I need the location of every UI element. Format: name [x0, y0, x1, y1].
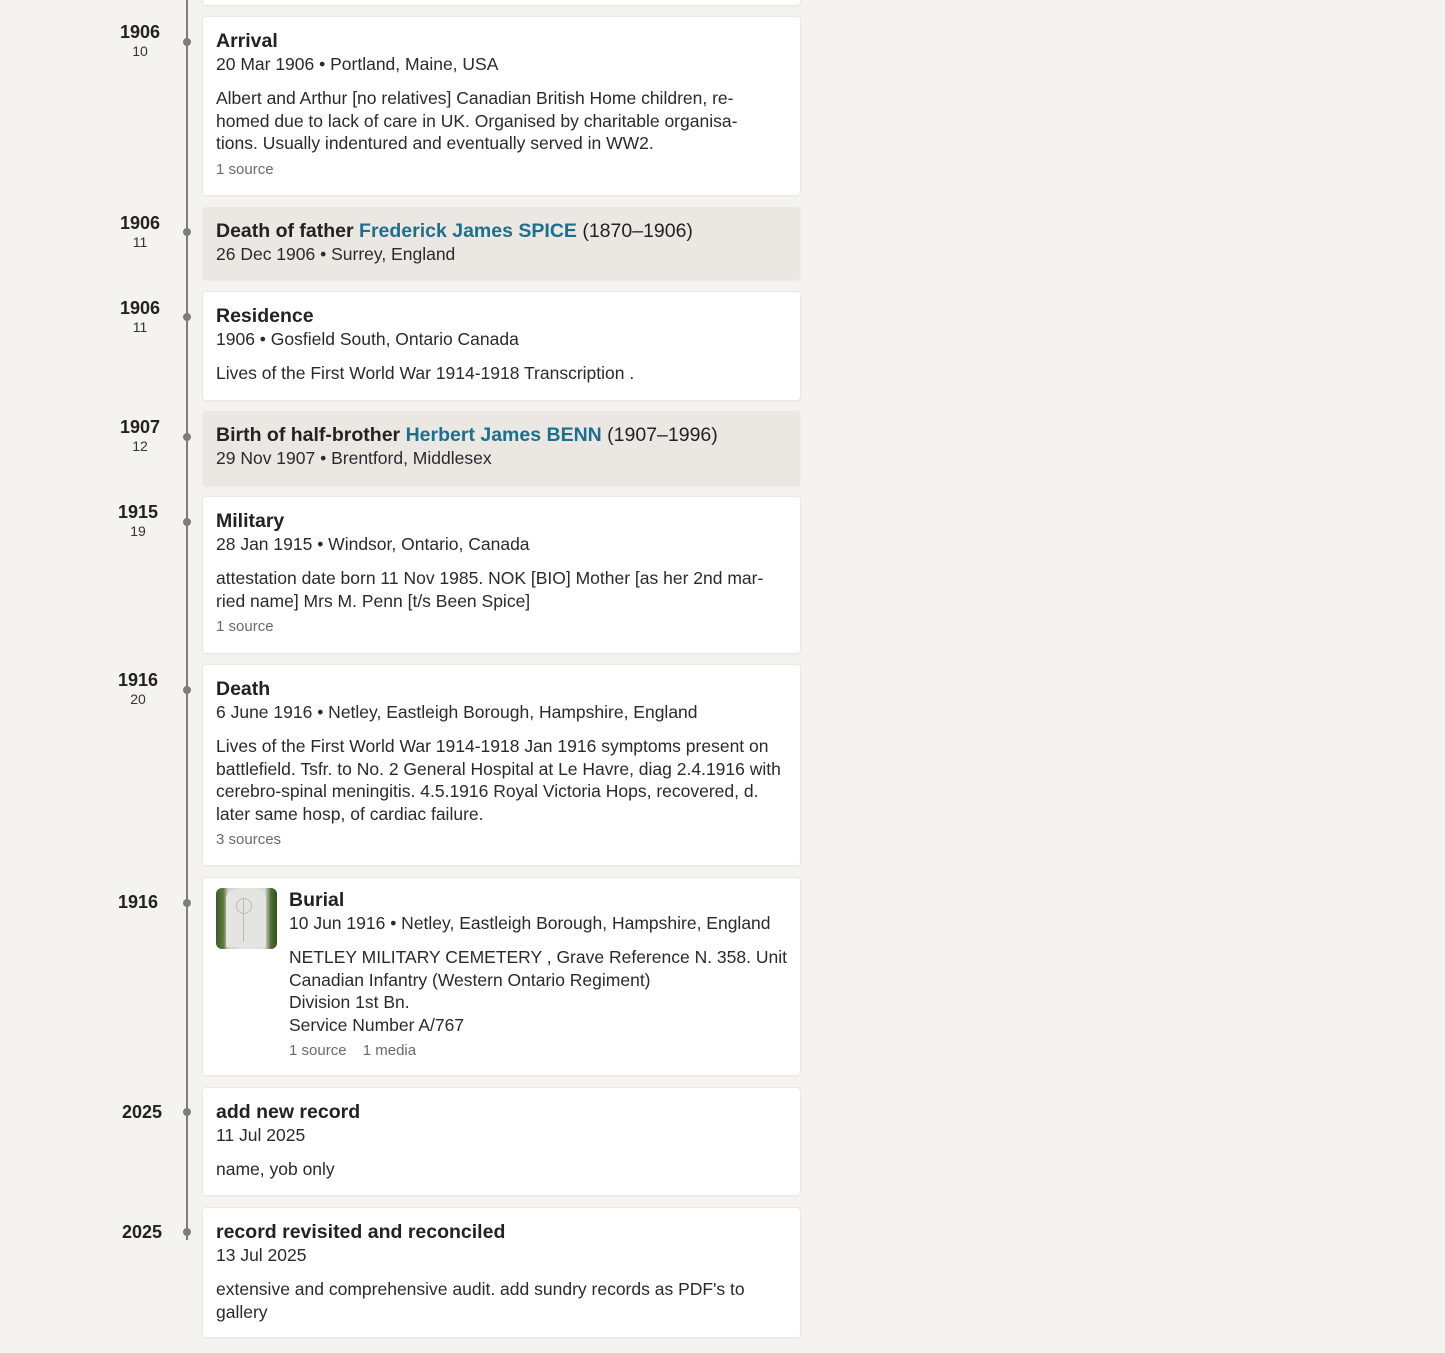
- event-age: 11: [132, 234, 148, 250]
- timeline-dot: [183, 228, 191, 236]
- event-age: 10: [132, 43, 148, 59]
- event-title: Residence: [216, 305, 314, 327]
- event-card-add-new-record[interactable]: [203, 1088, 800, 1195]
- media-link[interactable]: 1 media: [362, 1042, 417, 1059]
- event-year: 1915: [117, 502, 159, 522]
- year-label: [102, 1222, 182, 1242]
- event-title: Death: [216, 678, 271, 700]
- sources-link[interactable]: 3 sources: [216, 831, 282, 848]
- event-title: record revisited and reconciled: [216, 1221, 506, 1243]
- year-label: [100, 417, 180, 455]
- event-title-prefix: Death of father: [216, 220, 354, 242]
- event-date-place: 28 Jan 1915 • Windsor, Ontario, Canada: [216, 534, 530, 554]
- event-date-place: 10 Jun 1916 • Netley, Eastleigh Borough, Hampshire, England: [289, 913, 771, 933]
- event-age: 11: [132, 319, 148, 335]
- event-year: 1907: [119, 417, 161, 437]
- family-event-card-birth-of-half-brother[interactable]: [203, 411, 800, 485]
- event-date-place: 6 June 1916 • Netley, Eastleigh Borough, Hampshire, England: [216, 702, 698, 722]
- sources-link[interactable]: 1 source: [216, 618, 274, 635]
- year-label: [98, 892, 178, 912]
- previous-event-card[interactable]: [203, 0, 800, 5]
- event-description: extensive and comprehensive audit. add sundry records as PDF's to gallery: [216, 1279, 745, 1322]
- person-lifespan: (1907–1996): [607, 424, 718, 446]
- event-year: 1906: [119, 22, 161, 42]
- event-year: 2025: [121, 1222, 163, 1242]
- event-card-arrival[interactable]: [203, 17, 800, 195]
- timeline-dot: [183, 518, 191, 526]
- year-label: [100, 298, 180, 336]
- gravestone-photo-thumbnail[interactable]: [216, 888, 277, 949]
- event-title: add new record: [216, 1101, 361, 1123]
- event-date-place: 20 Mar 1906 • Portland, Maine, USA: [216, 54, 499, 74]
- event-title: [216, 423, 787, 447]
- event-date-place: 11 Jul 2025: [216, 1125, 306, 1145]
- timeline-dot: [183, 433, 191, 441]
- timeline-dot: [183, 1228, 191, 1236]
- event-description: attestation date born 11 Nov 1985. NOK [BIO] Mother [as her 2nd mar- ried name] Mrs M. Penn [t/s Been Spice]: [216, 568, 764, 611]
- timeline-dot: [183, 1108, 191, 1116]
- event-title: [216, 219, 787, 243]
- event-card-death[interactable]: [203, 665, 800, 865]
- year-label: [100, 213, 180, 251]
- event-year: 1906: [119, 298, 161, 318]
- event-year: 1906: [119, 213, 161, 233]
- event-date-place: 26 Dec 1906 • Surrey, England: [216, 244, 456, 264]
- event-age: 12: [132, 438, 148, 454]
- person-lifespan: (1870–1906): [582, 220, 693, 242]
- event-card-military[interactable]: [203, 497, 800, 653]
- event-date-place: 29 Nov 1907 • Brentford, Middlesex: [216, 448, 492, 468]
- family-event-card-death-of-father[interactable]: [203, 207, 800, 279]
- event-age: 20: [130, 691, 146, 707]
- event-title: Military: [216, 510, 285, 532]
- event-title: Burial: [289, 889, 345, 911]
- year-label: [98, 670, 178, 708]
- timeline-dot: [183, 686, 191, 694]
- event-description: name, yob only: [216, 1159, 335, 1179]
- person-link[interactable]: Frederick James SPICE: [359, 220, 577, 242]
- year-label: [98, 502, 178, 540]
- sources-link[interactable]: 1 source: [289, 1042, 347, 1059]
- event-description: Lives of the First World War 1914-1918 Transcription .: [216, 363, 635, 383]
- event-age: 19: [130, 523, 146, 539]
- event-description: Albert and Arthur [no relatives] Canadian British Home children, re- homed due to lack of care in UK. Organised by charitable organisa- tions. Usually indentured and eventually served in WW2.: [216, 88, 738, 153]
- timeline-dot: [183, 38, 191, 46]
- event-description: Lives of the First World War 1914-1918 Jan 1916 symptoms present on battlefield. Tsfr. to No. 2 General Hospital at Le Havre, diag 2.4.1916 with cerebro-spinal meningitis. 4.5.1916 Royal Victoria Hops, recovered, d. later same hosp, of cardiac failure.: [216, 736, 781, 824]
- year-label: [102, 1102, 182, 1122]
- sources-link[interactable]: 1 source: [216, 160, 274, 178]
- person-link[interactable]: Herbert James BENN: [405, 424, 602, 446]
- event-card-residence[interactable]: [203, 292, 800, 400]
- event-card-burial[interactable]: [203, 878, 800, 1075]
- event-date-place: 1906 • Gosfield South, Ontario Canada: [216, 329, 519, 349]
- timeline-line: [186, 0, 188, 1240]
- event-date-place: 13 Jul 2025: [216, 1245, 307, 1265]
- event-year: 1916: [117, 892, 159, 912]
- timeline-dot: [183, 313, 191, 321]
- event-description: NETLEY MILITARY CEMETERY , Grave Reference N. 358. Unit Canadian Infantry (Western Ontario Regiment) Division 1st Bn. Service Number A/767: [289, 947, 787, 1035]
- event-year: 2025: [121, 1102, 163, 1122]
- event-title-prefix: Birth of half-brother: [216, 424, 401, 446]
- timeline-dot: [183, 899, 191, 907]
- event-year: 1916: [117, 670, 159, 690]
- event-card-record-revisited[interactable]: [203, 1208, 800, 1337]
- event-title: Arrival: [216, 30, 278, 52]
- year-label: [100, 22, 180, 60]
